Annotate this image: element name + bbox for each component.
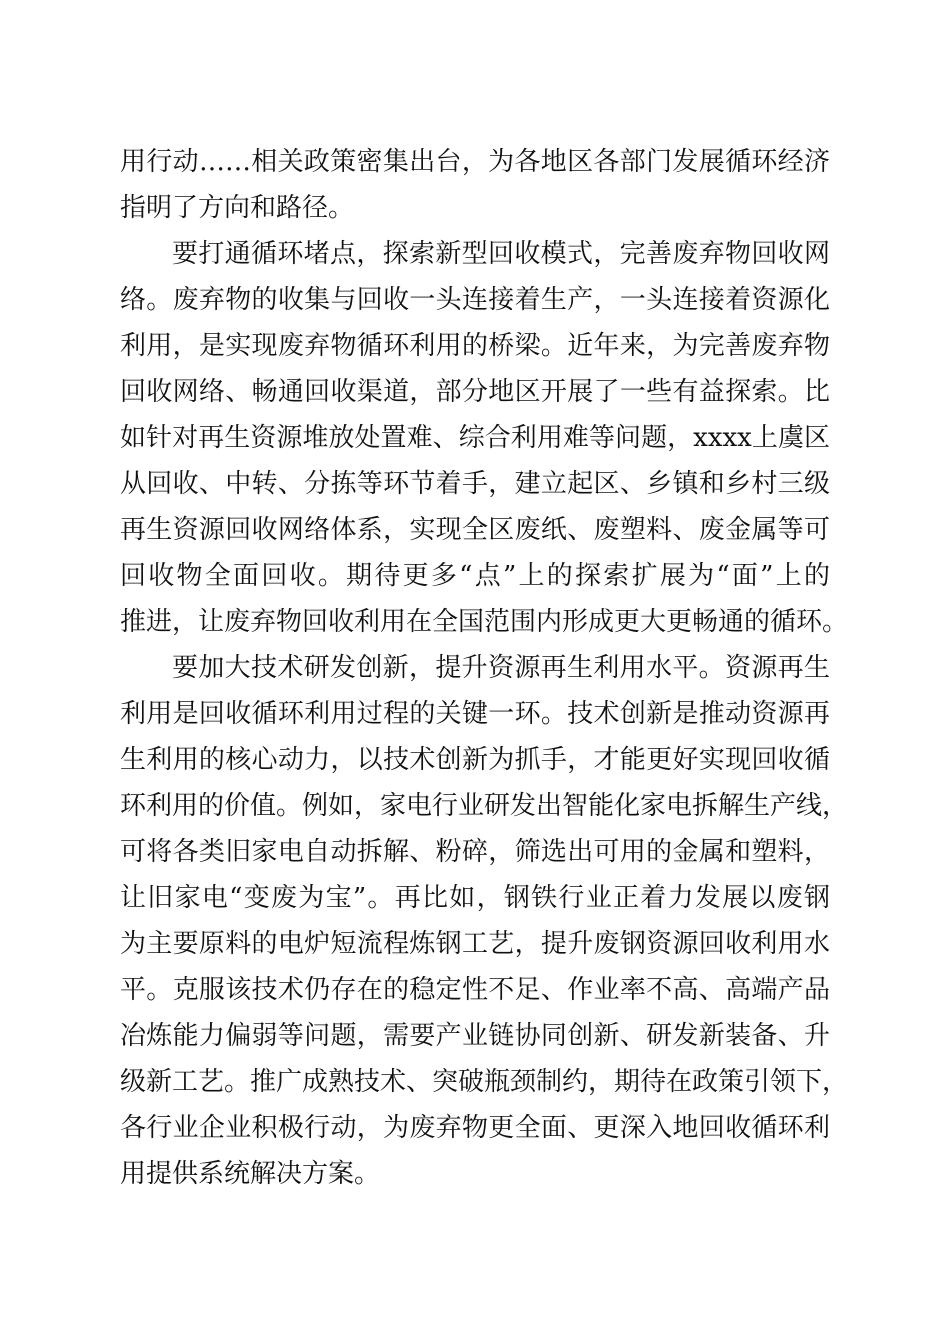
- text-line: 让旧家电“变废为宝”。再比如，钢铁行业正着力发展以废钢: [120, 883, 830, 913]
- text-line: 利用是回收循环利用过程的关键一环。技术创新是推动资源再: [120, 699, 830, 729]
- text-line: 级新工艺。推广成熟技术、突破瓶颈制约，期待在政策引领下，: [120, 1067, 849, 1097]
- text-line: 用行动……相关政策密集出台，为各地区各部门发展循环经济: [120, 147, 830, 177]
- text-line: 可将各类旧家电自动拆解、粉碎，筛选出可用的金属和塑料，: [120, 837, 830, 867]
- text-line: 推进，让废弃物回收利用在全国范围内形成更大更畅通的循环。: [120, 607, 849, 637]
- text-line: 利用，是实现废弃物循环利用的桥梁。近年来，为完善废弃物: [120, 331, 830, 361]
- text-line: 环利用的价值。例如，家电行业研发出智能化家电拆解生产线，: [120, 791, 849, 821]
- paragraph-first-line: 要加大技术研发创新，提升资源再生利用水平。资源再生: [172, 653, 830, 683]
- text-line: 生利用的核心动力，以技术创新为抓手，才能更好实现回收循: [120, 745, 830, 775]
- text-line: 平。克服该技术仍存在的稳定性不足、作业率不高、高端产品: [120, 975, 830, 1005]
- text-line: 用提供系统解决方案。: [120, 1159, 381, 1189]
- paragraph-first-line: 要打通循环堵点，探索新型回收模式，完善废弃物回收网: [172, 239, 830, 269]
- text-line: 回收网络、畅通回收渠道，部分地区开展了一些有益探索。比: [120, 377, 830, 407]
- text-line: 再生资源回收网络体系，实现全区废纸、废塑料、废金属等可: [120, 515, 830, 545]
- text-line: 从回收、中转、分拣等环节着手，建立起区、乡镇和乡村三级: [120, 469, 830, 499]
- text-line: 冶炼能力偏弱等问题，需要产业链协同创新、研发新装备、升: [120, 1021, 830, 1051]
- text-line: 回收物全面回收。期待更多“点”上的探索扩展为“面”上的: [120, 561, 830, 591]
- text-line: 各行业企业积极行动，为废弃物更全面、更深入地回收循环利: [120, 1113, 830, 1143]
- text-line: 络。废弃物的收集与回收一头连接着生产，一头连接着资源化: [120, 285, 830, 315]
- text-line: 为主要原料的电炉短流程炼钢工艺，提升废钢资源回收利用水: [120, 929, 830, 959]
- text-line: 如针对再生资源堆放处置难、综合利用难等问题，xxxx上虞区: [120, 423, 830, 453]
- text-line: 指明了方向和路径。: [120, 193, 355, 223]
